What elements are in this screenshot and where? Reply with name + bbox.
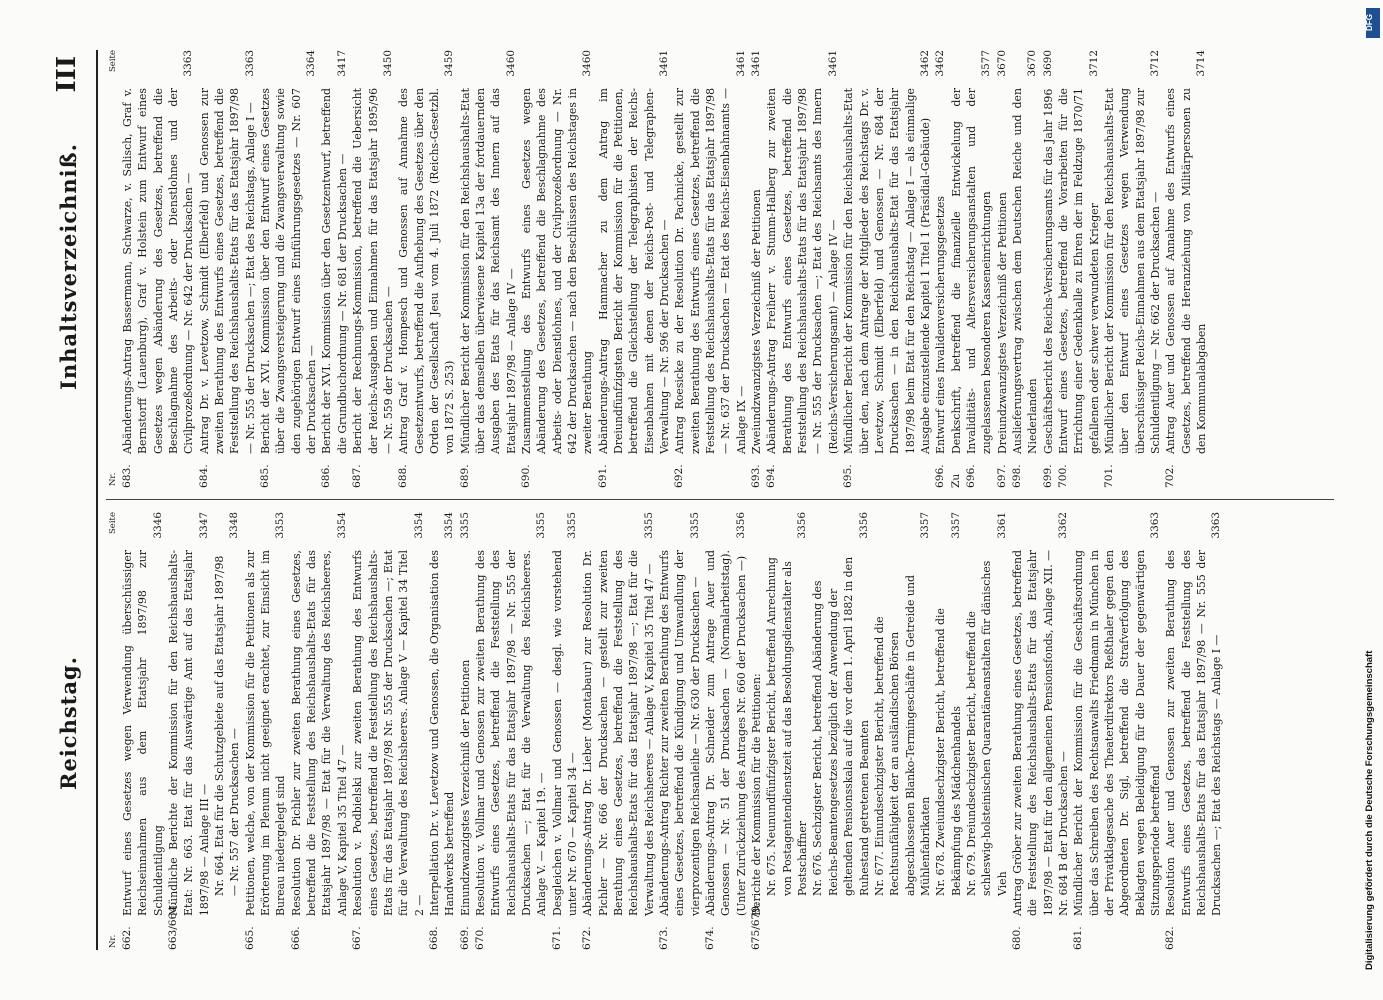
toc-entry-page: 3417: [335, 50, 348, 77]
toc-entry: [580, 512, 657, 950]
toc-entry-title: Zweiundzwanzigstes Verzeichniß der Petitionen: [750, 189, 764, 454]
toc-entry-number: 666.: [289, 926, 302, 950]
toc-entry-title: Einundzwanzigstes Verzeichniß der Petitionen: [458, 659, 472, 916]
toc-entry-number: 689.: [458, 464, 471, 488]
toc-entry-page: 3357: [949, 512, 962, 539]
toc-entry-number: 692.: [673, 464, 686, 488]
toc-entry-title: Antrag Roesicke zu der Resolution Dr. Pachnicke, gestellt zur zweiten Berathung des Entwurfs eines Gesetzes, betreffend die Feststellung des Reichshaushalts-Etats für das Etatsjahr 1897/98 — Nr. 637 der Drucksachen — Etat des Reichs-Eisenbahnamts — Anlage IX —: [673, 88, 748, 454]
toc-entry-page: 3355: [458, 512, 471, 539]
toc-entry-page: 3347: [197, 512, 210, 539]
toc-entry-title: Petitionen, welche, von der Kommission für die Petitionen als zur Erörterung im Plenum nicht geeignet erachtet, zur Einsicht im Bureau niedergelegt sind: [243, 550, 288, 916]
toc-entry-title: Auslieferungsvertrag zwischen dem Deutschen Reiche und den Niederlanden: [1010, 88, 1040, 454]
toc-entry: [1041, 50, 1056, 488]
toc-entry-title: Dreiundzwanzigstes Verzeichniß der Petitionen: [995, 192, 1009, 454]
toc-entry: [350, 512, 427, 950]
toc-entry-number: 697.: [995, 464, 1008, 488]
toc-entry-title: Nr. 678. Zweiundsechzigster Bericht, betreffend die Bekämpfung des Mädchenhandels: [934, 608, 963, 896]
toc-entry: [933, 50, 948, 488]
left-column-head: [106, 512, 120, 950]
toc-entry: [1071, 512, 1163, 950]
digitization-note-text: Digitalisierung gefördert durch die Deutsche Forschungsgemeinschaft: [1364, 650, 1375, 970]
toc-entry-title: Abänderungs-Antrag Richter zur zweiten Berathung des Entwurfs eines Gesetzes, betreffend die Kündigung und Umwandlung der vierprozentigen Reichsanleihe — Nr. 630 der Drucksachen —: [658, 550, 702, 916]
toc-entry-title: Mündlicher Bericht der Kommission für den Reichshaushalts-Etat über den, nach dem Antrage der Mitglieder des Reichstags Dr. v. Levetzow, Schmidt (Elberfeld) und Genossen — Nr. 684 der Drucksachen — in den Reichshaushalts-Etat für das Etatsjahr 1897/98 beim Etat für den Reichstag — Anlage I — als einmalige Ausgabe einzustellende Kapitel 1 Titel 1 (Präsidial-Gebäude): [842, 88, 932, 454]
right-column: [106, 50, 1334, 488]
toc-entry-number: 671.: [550, 926, 563, 950]
toc-entry-number: 662.: [121, 926, 133, 950]
right-column-head: [106, 50, 120, 488]
toc-entry-number: 690.: [519, 464, 532, 488]
toc-entry-number: 691.: [596, 464, 609, 488]
toc-entry: [458, 512, 473, 950]
toc-entry-page: 3363: [1149, 512, 1162, 539]
toc-entry-page: 3450: [381, 50, 394, 77]
toc-entry: [427, 512, 458, 950]
toc-entry-title: Entwurf eines Invalidenversicherungsgesetzes: [934, 196, 948, 454]
toc-entry-page: 3364: [305, 50, 318, 77]
toc-entry: [841, 50, 933, 488]
toc-entry-number: 699.: [1041, 464, 1054, 488]
toc-entry-number: 663/664.: [167, 902, 180, 950]
toc-entry-title: Zusammenstellung des Entwurfs eines Gesetzes wegen Abänderung des Gesetzes, betreffend die Beschlagnahme des Arbeits- oder Dienstlohnes, und der Civilprozeßordnung — Nr. 642 der Drucksachen — nach den Beschlüssen des Reichstages in zweiter Berathung: [519, 88, 595, 454]
toc-entry: [350, 50, 396, 488]
toc-entry-number: 698.: [1010, 464, 1023, 488]
toc-entry: [258, 50, 319, 488]
toc-entry-page: 3355: [565, 512, 578, 539]
toc-entry-number: 684.: [197, 464, 210, 488]
toc-entry-page: 3459: [443, 50, 456, 77]
toc-entry-title: Antrag Gröber zur zweiten Berathung eines Gesetzes, betreffend die Feststellung des Reichshaushalts-Etats für das Etatsjahr 1897/98 — Etat für den allgemeinen Pensionsfonds, Anlage XII. — Nr. 684 B der Drucksachen —: [1010, 550, 1070, 916]
toc-entry-page: 3690: [1041, 50, 1054, 77]
toc-entry-number: 693.: [750, 464, 763, 488]
toc-entry-number: 686.: [320, 464, 333, 488]
toc-entry-title: Antrag Graf v. Hompesch und Genossen auf Annahme des Gesetzentwurfs, betreffend die Aufhebung des Gesetzes über den Orden der Gesellschaft Jesu vom 4. Juli 1872 (Reichs-Gesetzbl. von 1872 S. 253): [397, 88, 457, 454]
toc-entry-title: Bericht der XVI. Kommission über den Gesetzentwurf, betreffend die Grundbuchordnung — Nr. 681 der Drucksachen —: [320, 88, 349, 454]
toc-entry-title: Entwurf eines Gesetzes, betreffend die Vorarbeiten für die Errichtung einer Gedenkhalle zu Ehren der im Feldzuge 1870/71 gefallenen oder schwer verwundeten Krieger: [1056, 88, 1101, 454]
toc-entry-page: 3577: [980, 50, 993, 77]
toc-entry-title: Antrag Auer und Genossen auf Annahme des Entwurfs eines Gesetzes, betreffend die Heranziehung von Militärpersonen zu den Kommunalabgaben: [1164, 88, 1209, 454]
toc-entry-title: Denkschrift, betreffend die finanzielle Entwickelung der Invaliditäts- und Altersversicherungsanstalten und der zugelassenen besonderen Kasseneinrichtungen: [949, 88, 994, 454]
toc-entry-title: Mündlicher Bericht der Kommission für den Reichshaushalts-Etat über den Entwurf eines Gesetzes wegen Verwendung überschüssiger Reichs-Einnahmen aus dem Etatsjahr 1897/98 zur Schuldentilgung — Nr. 662 der Drucksachen —: [1103, 88, 1163, 454]
toc-entry-title: Resolution Dr. Pichler zur zweiten Berathung eines Gesetzes, betreffend die Feststellung des Reichshaushalts-Etats für das Etatsjahr 1897/98 — Etat für die Verwaltung des Reichsheeres, Anlage V, Kapitel 35 Titel 47 —: [289, 550, 349, 916]
toc-entry: [995, 50, 1010, 488]
toc-entry-page: 3353: [274, 512, 287, 539]
toc-entry-page: 3712: [1087, 50, 1100, 77]
toc-entry: [703, 512, 749, 950]
toc-entry: [212, 512, 243, 950]
toc-entry-number: 675/679.: [750, 902, 763, 950]
toc-entry-number: 667.: [351, 926, 364, 950]
toc-entry-number: 701.: [1103, 464, 1115, 488]
toc-entry: [197, 50, 258, 488]
toc-entry: [1010, 50, 1041, 488]
toc-entry-title: Abänderungs-Antrag Hammacher zu dem Antrag im Dreiundfünfzigsten Bericht der Kommission für die Petitionen, betreffend die Gleichstellung der Telegraphisten der Reichs-Eisenbahnen mit denen der Reichs-Post- und Telegraphen-Verwaltung — Nr. 596 der Drucksachen —: [596, 88, 672, 454]
rotated-page-content: [50, 50, 1340, 950]
toc-entry-title: Resolution v. Podbielski zur zweiten Berathung des Entwurfs eines Gesetzes, betreffend die Feststellung des Reichshaushalts-Etats für das Etatsjahr 1897/98 Nr. 555 der Drucksachen —; Etat für die Verwaltung des Reichsheeres. Anlage V — Kapitel 34 Titel 2 —: [351, 550, 426, 916]
toc-entry: [810, 512, 871, 950]
toc-entry-page: 3363: [243, 50, 256, 77]
toc-entry-page: 3670: [1026, 50, 1039, 77]
toc-entry-page: 3348: [228, 512, 241, 539]
page-number-roman: III: [52, 56, 82, 93]
toc-entry-number: 694.: [765, 464, 778, 488]
toc-entry-title: Abänderungs-Antrag Freiherr v. Stumm-Halberg zur zweiten Berathung des Entwurfs eines Gesetzes, betreffend die Feststellung des Reichshaushalts-Etats für das Etatsjahr 1897/98 — Nr. 555 der Drucksachen —; Etat des Reichsamts des Innern (Reichs-Versicherungsamt) — Anlage IV —: [765, 88, 840, 454]
toc-entry-page: 3712: [1149, 50, 1162, 77]
toc-entry-number: 669.: [458, 926, 471, 950]
toc-entry-page: 3363: [182, 50, 195, 77]
dfg-logo-text: DFG: [1364, 14, 1374, 31]
toc-entry-page: 3714: [1195, 50, 1208, 77]
toc-entry: [657, 512, 703, 950]
toc-entry-page: 3362: [1056, 512, 1069, 539]
toc-entry-page: 3460: [581, 50, 594, 77]
toc-entry-title: Berichte der Kommission für die Petitionen:: [750, 673, 764, 916]
toc-entry-title: Resolution Auer und Genossen zur zweiten Berathung des Entwurfs eines Gesetzes, betreffend die Feststellung des Reichshaushalts-Etats für das Etatsjahr 1897/98 — Nr. 555 der Drucksachen —; Etat des Reichstags — Anlage I —: [1164, 550, 1224, 916]
toc-entry-number: 680.: [1010, 926, 1023, 950]
toc-entry-title: Resolution v. Vollmar und Genossen zur zweiten Berathung des Entwurfs eines Gesetzes, betreffend die Feststellung des Reichshaushalts-Etats für das Etatsjahr 1897/98 — Nr. 555 der Drucksachen —; Etat für die Verwaltung des Reichsheeres. Anlage V. — Kapitel 19. —: [473, 550, 549, 916]
toc-entry-number: 672.: [581, 926, 594, 950]
toc-entry: [749, 512, 764, 950]
toc-entry-title: Mündlicher Bericht der Kommission für den Reichshaushalts-Etat über das demselben überwiesene Kapitel 13a der fortdauernden Ausgaben des Etats für das Reichsamt des Innern auf das Etatsjahr 1897/98 — Anlage IV —: [458, 88, 518, 454]
toc-entry-page: 3361: [995, 512, 1008, 539]
toc-entry: [764, 50, 841, 488]
toc-entry-number: 695.: [842, 464, 855, 488]
toc-entry-title: Nr. 676. Sechzigster Bericht, betreffend Abänderung des Reichs-Beamtengesetzes bezüglich der Anwendung der geltenden Pensionsskala auf die vor dem 1. April 1882 in den Ruhestand getretenen Beamten: [811, 556, 871, 896]
page-header: [50, 50, 96, 950]
toc-entry-page: 3461: [734, 50, 747, 77]
toc-entry-page: 3346: [151, 512, 164, 539]
digitization-note: [1362, 10, 1382, 990]
toc-entry-title: Geschäftsbericht des Reichs-Versicherungsamts für das Jahr 1896: [1041, 88, 1055, 454]
column-head-nr: Nr.: [108, 934, 118, 948]
toc-entry: [949, 50, 995, 488]
toc-entry-number: 668.: [427, 926, 440, 950]
toc-entry-number: Zu 696.: [949, 464, 977, 488]
toc-entry-number: 681.: [1072, 926, 1085, 950]
toc-entry: [596, 50, 673, 488]
toc-entry-number: 673.: [658, 926, 671, 950]
toc-entry: [120, 50, 197, 488]
toc-entry: [289, 512, 350, 950]
header-title-inhaltsverzeichnis: Inhaltsverzeichniß.: [56, 143, 81, 390]
toc-entry-number: 700.: [1056, 464, 1069, 488]
toc-entry: [396, 50, 457, 488]
toc-entry: [1102, 50, 1163, 488]
toc-entry-page: 3461: [750, 50, 763, 77]
toc-entry: [933, 512, 964, 950]
column-head-nr: Nr.: [108, 472, 118, 486]
toc-entry-title: Nr. 664. Etat für die Schutzgebiete auf das Etatsjahr 1897/98 — Nr. 557 der Drucksachen —: [213, 555, 242, 896]
toc-entry-title: Mündlicher Bericht der Kommission für die Geschäftsordnung über das Schreiben des Rechtsanwalts Friedmann in München in der Privatklagesache des Theaterdirektors Reßthaler gegen den Abgeordneten Dr. Sigl, betreffend die Strafverfolgung des Beklagten wegen Beleidigung für die Dauer der gegenwärtigen Sitzungsperiode betreffend: [1072, 550, 1163, 916]
left-entries-list: [120, 512, 1225, 950]
toc-entry-page: 3363: [1210, 512, 1223, 539]
toc-entry: [319, 50, 350, 488]
toc-entry: [473, 512, 550, 950]
toc-entry-title: Mündliche Berichte der Kommission für den Reichshaushalts-Etat: Nr. 663. Etat für das Auswärtige Amt auf das Etatsjahr 1897/98 — Anlage III —: [167, 550, 211, 916]
toc-entry: [764, 512, 810, 950]
toc-entry-page: 3462: [934, 50, 947, 77]
header-rule: [96, 50, 98, 950]
toc-entry-page: 3462: [918, 50, 931, 77]
toc-entry-page: 3356: [796, 512, 809, 539]
toc-entry-page: 3461: [826, 50, 839, 77]
toc-entry-number: 683.: [121, 464, 133, 488]
toc-entry: [872, 512, 933, 950]
toc-entry-page: 3354: [335, 512, 348, 539]
toc-entry-number: 665.: [243, 926, 256, 950]
toc-entry: [458, 50, 519, 488]
toc-entry: [672, 50, 749, 488]
header-title-reichstag: Reichstag.: [56, 656, 81, 790]
toc-entry-number: 687.: [351, 464, 364, 488]
toc-entry-number: 682.: [1164, 926, 1177, 950]
toc-entry-page: 3356: [734, 512, 747, 539]
toc-entry-page: 3355: [642, 512, 655, 539]
toc-entry: [550, 512, 581, 950]
right-entries-list: [120, 50, 1209, 488]
toc-entry: [519, 50, 596, 488]
toc-entry-page: 3354: [443, 512, 456, 539]
toc-entry: [120, 512, 166, 950]
toc-entry-number: 685.: [259, 464, 272, 488]
toc-entry-title: Nr. 679. Dreiundsechzigster Bericht, betreffend die schleswig-holsteinischen Quarantäneanstalten für dänisches Vieh: [964, 560, 1009, 896]
toc-entry-title: Abänderungs-Antrag Dr. Schneider zum Antrage Auer und Genossen — Nr. 51 der Drucksachen — (Normalarbeitstag). (Unter Zurückziehung des Antrages Nr. 660 der Drucksachen —): [704, 550, 748, 916]
toc-entry-title: Nr. 675. Neunundfünfzigster Bericht, betreffend Anrechnung von Postagentendienstzeit auf das Besoldungsdienstalter als Postschaffner: [765, 557, 810, 896]
toc-entry-number: 688.: [397, 464, 410, 488]
toc-entry-title: Bericht der Rechnungs-Kommission, betreffend die Uebersicht der Reichs-Ausgaben und Einnahmen für das Etatsjahr 1895/96 — Nr. 559 der Drucksachen —: [351, 88, 395, 454]
left-column: [106, 512, 1334, 950]
toc-entry-page: 3357: [918, 512, 931, 539]
toc-entry-page: 3354: [412, 512, 425, 539]
toc-entry: [1163, 512, 1224, 950]
toc-entry: [166, 512, 212, 950]
toc-entry-page: 3670: [995, 50, 1008, 77]
toc-entry-title: Abänderungs-Antrag Dr. Lieber (Montabaur) zur Resolution Dr. Pichler — Nr. 666 der Drucksachen — gestellt zur zweiten Berathung eines Gesetzes, betreffend die Feststellung des Reichshaushalts-Etats für das Etatsjahr 1897/98 —; Etat für die Verwaltung des Reichsheeres — Anlage V, Kapitel 35 Titel 47 —: [581, 550, 656, 916]
toc-entry-page: 3356: [857, 512, 870, 539]
toc-entry: [1056, 50, 1102, 488]
toc-entry: [749, 50, 764, 488]
toc-entry-title: Nr. 677. Einundsechzigster Bericht, betreffend die Rechtsunfähigkeit der an ausländischen Börsen abgeschlossenen Blanko-Termingeschäfte in Getreide und Mühlenfabrikaten: [872, 575, 932, 896]
toc-entry-number: 674.: [704, 926, 717, 950]
column-head-seite: Seite: [108, 512, 118, 535]
toc-entry-title: Entwurf eines Gesetzes wegen Verwendung überschüssiger Reichseinnahmen aus dem Etatsjahr 1897/98 zur Schuldentilgung: [121, 550, 165, 916]
toc-entry-number: 702.: [1164, 464, 1177, 488]
toc-entry-page: 3461: [658, 50, 671, 77]
column-divider: [106, 499, 1334, 500]
toc-entry-page: 3355: [688, 512, 701, 539]
toc-entry: [1163, 50, 1209, 488]
toc-entry-title: Antrag Dr. v. Levetzow, Schmidt (Elberfeld) und Genossen zur zweiten Berathung des Entwurfs eines Gesetzes, betreffend die Feststellung des Reichshaushalts-Etats für das Etatsjahr 1897/98 — Nr. 555 der Drucksachen —; Etat des Reichstags, Anlage I —: [197, 88, 257, 454]
column-head-seite: Seite: [108, 50, 118, 73]
toc-entry: [243, 512, 289, 950]
toc-entry-number: 696.: [934, 464, 947, 488]
toc-entry-title: Bericht der XVI. Kommission über den Entwurf eines Gesetzes über die Zwangsversteigerung und die Zwangsverwaltung sowie den zugehörigen Entwurf eines Einführungsgesetzes — Nr. 607 der Drucksachen —: [259, 88, 319, 454]
toc-entry-title: Desgleichen v. Vollmar und Genossen — desgl. wie vorstehend unter Nr. 670 — Kapitel 34 —: [550, 550, 579, 916]
toc-entry-page: 3460: [504, 50, 517, 77]
toc-entry: [964, 512, 1010, 950]
toc-entry: [1010, 512, 1071, 950]
toc-entry-number: 670.: [473, 926, 486, 950]
toc-entry-page: 3355: [535, 512, 548, 539]
toc-entry-title: Interpellation Dr. v. Levetzow und Genossen, die Organisation des Handwerks betreffend: [427, 550, 457, 916]
toc-entry-title: Abänderungs-Antrag Bassermann, Schwarze, v. Salisch, Graf v. Bernstorff (Lauenburg), Graf v. Holstein zum Entwurf eines Gesetzes wegen Abänderung des Gesetzes, betreffend die Beschlagnahme des Arbeits- oder Dienstlohnes und der Civilprozeßordnung — Nr. 642 der Drucksachen —: [121, 88, 196, 454]
